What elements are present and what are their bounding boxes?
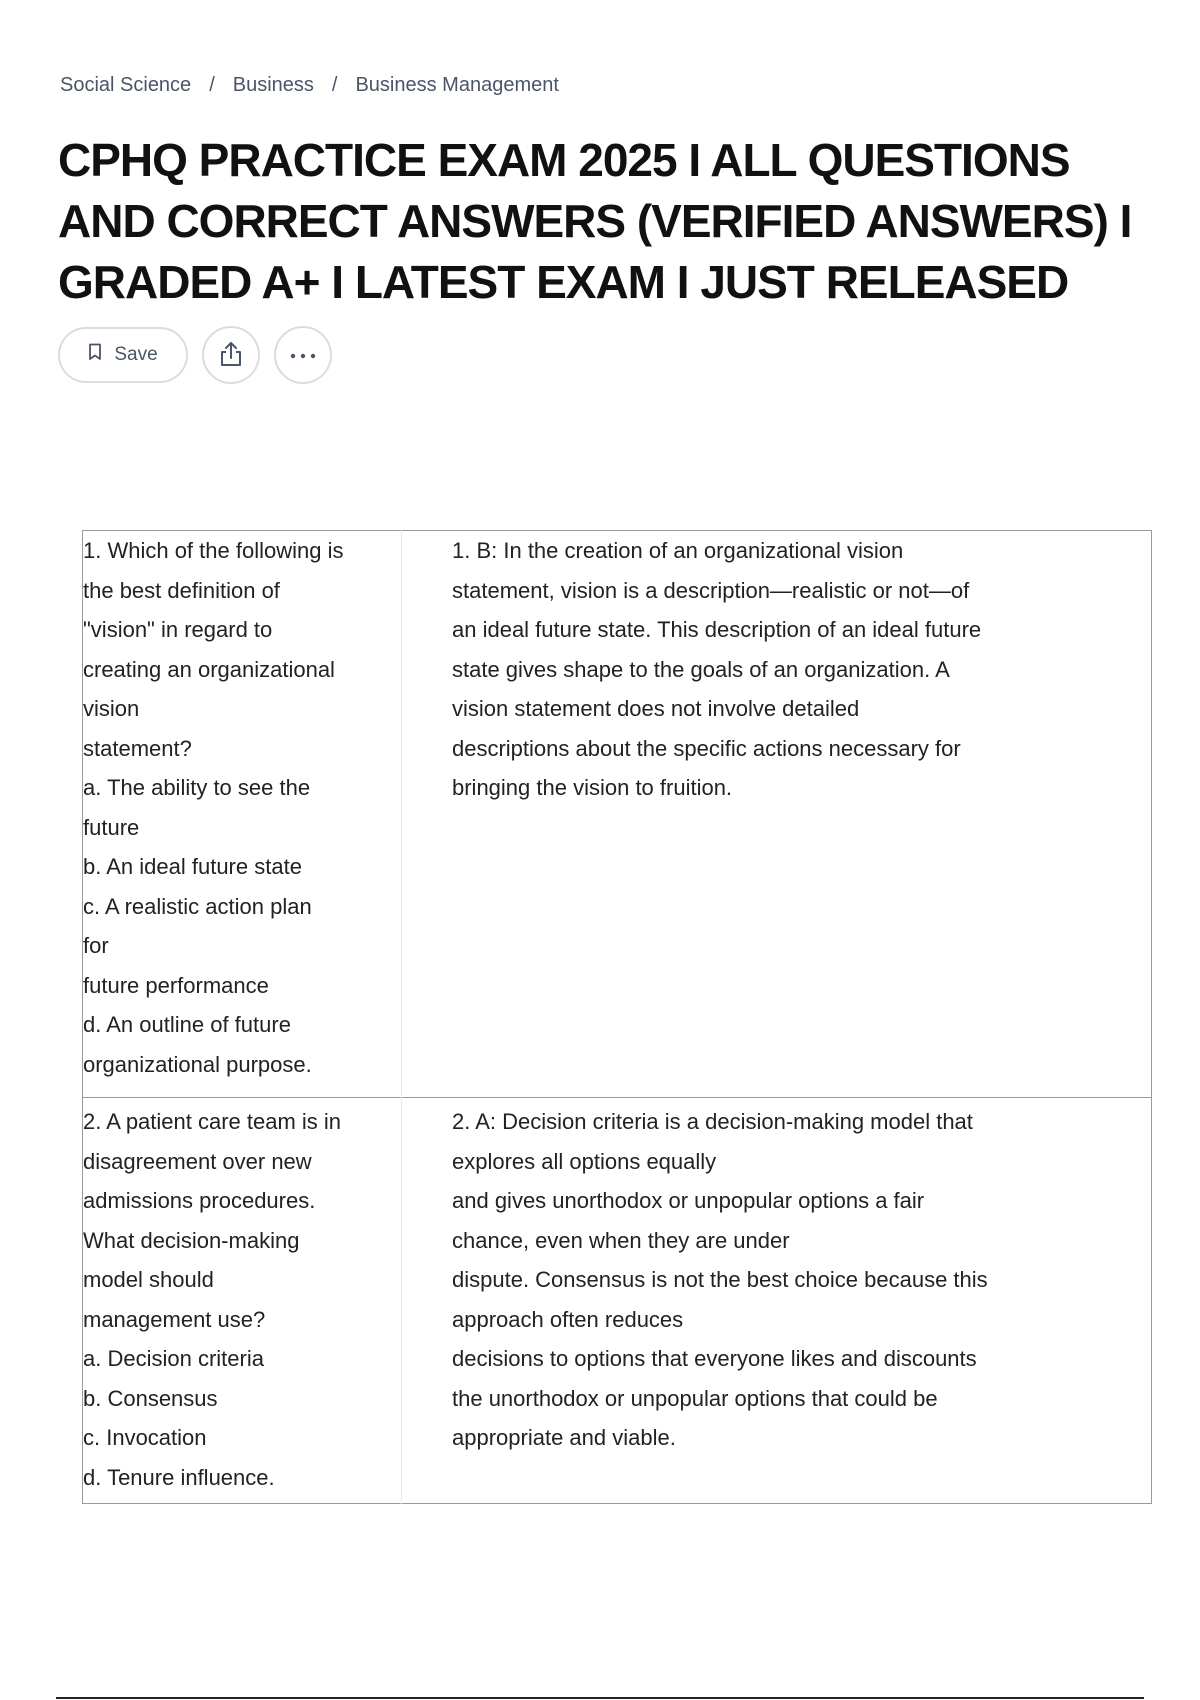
more-icon <box>289 348 317 363</box>
breadcrumb-social-science[interactable]: Social Science <box>60 74 192 96</box>
question-option: future performance <box>83 972 269 998</box>
answer-line: the unorthodox or unpopular options that could be <box>452 1385 938 1411</box>
question-option: b. Consensus <box>83 1385 218 1411</box>
question-option: a. Decision criteria <box>83 1346 264 1371</box>
question-cell <box>83 1098 402 1504</box>
table-row <box>83 531 1152 1098</box>
question-option: a. The ability to see the <box>83 775 311 800</box>
answer-line: explores all options equally <box>452 1148 717 1174</box>
answer-line: approach often reduces <box>452 1306 684 1332</box>
share-icon <box>218 340 244 371</box>
breadcrumb-separator: / <box>209 74 215 96</box>
page-divider <box>56 1697 1144 1699</box>
question-cell <box>83 531 402 1098</box>
question-line: What decision-making <box>83 1227 300 1253</box>
page-title-line: GRADED A+ I LATEST EXAM I JUST RELEASED <box>58 256 1069 308</box>
breadcrumb-separator: / <box>331 74 338 96</box>
table-row <box>83 1098 1152 1504</box>
answer-line: and gives unorthodox or unpopular options a fair <box>452 1188 925 1213</box>
answer-line: chance, even when they are under <box>452 1227 790 1253</box>
breadcrumb-business[interactable]: Business <box>232 74 314 96</box>
question-line: 1. Which of the following is <box>83 538 344 563</box>
more-options-button[interactable] <box>274 326 332 384</box>
question-option: d. Tenure influence. <box>83 1464 275 1490</box>
question-option: d. An outline of future <box>83 1012 291 1037</box>
answer-cell <box>402 1098 1152 1504</box>
save-button-label: Save <box>114 344 158 365</box>
answer-line: descriptions about the specific actions necessary for <box>452 735 961 761</box>
answer-line: dispute. Consensus is not the best choice because this <box>452 1267 988 1292</box>
answer-cell <box>402 531 1152 1098</box>
question-line: statement? <box>83 735 192 761</box>
question-option: b. An ideal future state <box>83 854 302 879</box>
share-button[interactable] <box>202 326 260 384</box>
page-title-line: CPHQ PRACTICE EXAM 2025 I ALL QUESTIONS <box>58 134 1070 186</box>
page-title-line: AND CORRECT ANSWERS (VERIFIED ANSWERS) I <box>58 195 1132 247</box>
question-line: vision <box>83 696 140 721</box>
answer-line: appropriate and viable. <box>452 1425 676 1450</box>
page-title <box>58 130 1178 313</box>
answer-line: decisions to options that everyone likes and discounts <box>452 1346 977 1371</box>
answer-line: 1. B: In the creation of an organizational vision <box>452 538 904 563</box>
document-actions <box>58 326 332 384</box>
qa-table <box>82 530 1152 1504</box>
question-option: organizational purpose. <box>83 1051 312 1077</box>
question-line: creating an organizational <box>83 656 335 682</box>
question-line: model should <box>83 1267 214 1292</box>
answer-line: bringing the vision to fruition. <box>452 775 733 800</box>
answer-line: vision statement does not involve detailed <box>452 696 860 721</box>
answer-line: 2. A: Decision criteria is a decision-making model that <box>452 1109 973 1134</box>
question-line: 2. A patient care team is in <box>83 1109 342 1134</box>
question-line: the best definition of <box>83 577 280 603</box>
breadcrumb-business-management[interactable]: Business Management <box>355 74 559 96</box>
question-line: admissions procedures. <box>83 1188 316 1213</box>
answer-line: statement, vision is a description—realistic or not—of <box>452 577 970 603</box>
answer-line: an ideal future state. This description of an ideal future <box>452 617 982 642</box>
question-line: "vision" in regard to <box>83 617 273 642</box>
question-option: c. Invocation <box>83 1425 207 1450</box>
answer-line: state gives shape to the goals of an organization. A <box>452 656 950 682</box>
bookmark-icon <box>88 343 102 367</box>
breadcrumb <box>60 74 559 97</box>
question-line: management use? <box>83 1306 266 1332</box>
question-option: for <box>83 933 109 958</box>
question-option: c. A realistic action plan <box>83 893 312 919</box>
save-button[interactable] <box>58 327 188 383</box>
question-line: disagreement over new <box>83 1148 312 1174</box>
question-option: future <box>83 814 140 840</box>
